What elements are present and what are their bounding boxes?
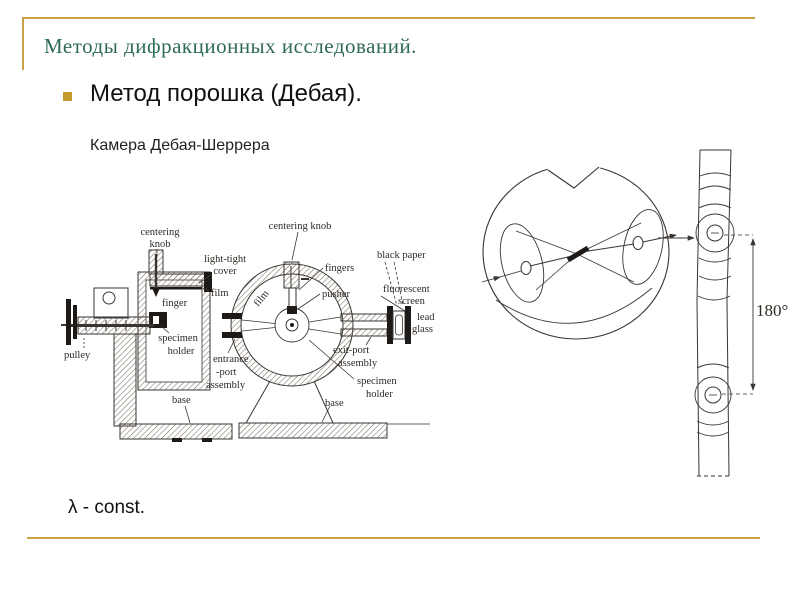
label-entrance-port-line1: entrance xyxy=(213,354,249,365)
label-light-tight-cover-line1: light-tight xyxy=(204,254,246,265)
bullet-text: Метод порошка (Дебая). xyxy=(90,80,362,107)
label-film-front: film xyxy=(251,288,272,309)
label-base-front: base xyxy=(325,398,344,409)
label-centering-knob-line1: centering xyxy=(140,227,180,238)
slide-title: Методы дифракционных исследований. xyxy=(44,34,417,58)
label-lead-glass-line2: glass xyxy=(412,324,433,335)
label-fluorescent-screen-line2: screen xyxy=(398,296,425,307)
camera-side-view-diagram xyxy=(61,227,246,442)
label-fluorescent-screen-line1: fluorescent xyxy=(383,284,430,295)
label-centering-knob-line2: knob xyxy=(149,239,171,250)
label-specimen-holder-side-line2: holder xyxy=(167,346,195,357)
label-exit-port-line1: exit-port xyxy=(333,345,370,356)
label-centering-knob-front: centering knob xyxy=(268,221,332,232)
label-specimen-holder-side-line1: specimen xyxy=(158,333,198,344)
label-180-degrees: 180° xyxy=(756,301,789,320)
label-lead-glass-line1: lead xyxy=(417,312,435,323)
film-cylinder-3d-diagram xyxy=(482,154,676,339)
label-base-side: base xyxy=(172,395,191,406)
film-strip-diagram xyxy=(658,150,788,476)
lambda-const-note: λ - const. xyxy=(68,497,146,518)
label-film-side: film xyxy=(211,288,229,299)
label-pulley: pulley xyxy=(64,350,91,361)
figure-caption: Камера Дебая-Шеррера xyxy=(90,137,270,154)
label-fingers: fingers xyxy=(325,263,355,274)
label-entrance-port-line2: -port xyxy=(216,367,237,378)
label-pusher: pusher xyxy=(322,289,350,300)
label-light-tight-cover-line2: cover xyxy=(213,266,237,277)
label-specimen-holder-front-line1: specimen xyxy=(357,376,397,387)
label-specimen-holder-front-line2: holder xyxy=(366,389,393,400)
label-finger: finger xyxy=(162,298,188,309)
label-entrance-port-line3: assembly xyxy=(206,380,246,391)
label-exit-port-line2: assembly xyxy=(338,358,378,369)
label-black-paper: black paper xyxy=(377,250,426,261)
